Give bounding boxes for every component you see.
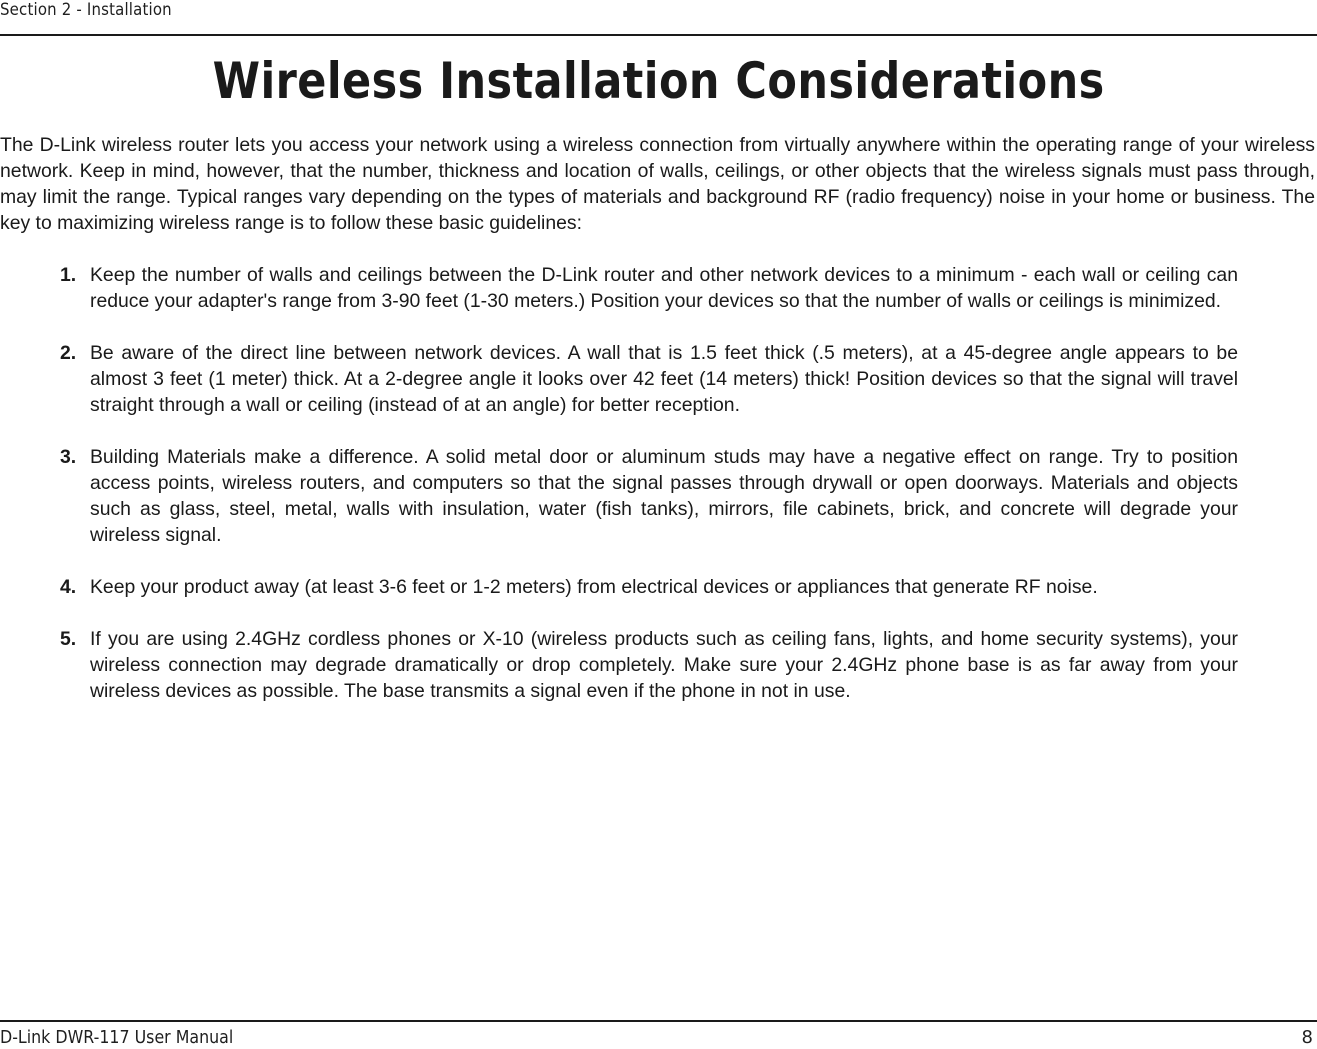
page-title-text: Wireless Installation Considerations	[212, 52, 1105, 110]
guideline-text: Be aware of the direct line between network devices. A wall that is 1.5 feet thick (.5 meters), at a 45-degree angle appears to be almost 3 feet (1 meter) thick. At a 2-degree angle it looks over 42 feet (14 meters) thick! Position devices so that the signal will travel straight through a wall or ceiling (instead of at an angle) for better reception.	[90, 342, 1238, 416]
guideline-number: 5.	[60, 628, 77, 650]
guideline-number: 1.	[60, 264, 77, 286]
section-header: Section 2 - Installation	[0, 0, 172, 20]
guideline-text: If you are using 2.4GHz cordless phones or X-10 (wireless products such as ceiling fans, lights, and home security systems), your wireless connection may degrade dramatically or drop completely. Make sure your 2.4GHz phone base is as far away from your wireless devices as possible. The base transmits a signal even if the phone in not in use.	[90, 628, 1238, 702]
guideline-number: 2.	[60, 342, 77, 364]
guideline-text: Keep the number of walls and ceilings between the D-Link router and other network devices to a minimum - each wall or ceiling can reduce your adapter's range from 3-90 feet (1-30 meters.) Position your devices so that the number of walls or ceilings is minimized.	[90, 264, 1238, 312]
intro-paragraph: The D-Link wireless router lets you access your network using a wireless connection from virtually anywhere within the operating range of your wireless network. Keep in mind, however, that the number, thickness and location of walls, ceilings, or other objects that the wireless signals must pass through, may limit the range. Typical ranges vary depending on the types of materials and background RF (radio frequency) noise in your home or business. The key to maximizing wireless range is to follow these basic guidelines:	[0, 134, 1315, 234]
guideline-item	[60, 444, 1238, 548]
guideline-item	[60, 262, 1238, 314]
header-divider	[0, 34, 1317, 36]
footer-manual-title: D-Link DWR-117 User Manual	[0, 1027, 234, 1048]
guideline-item	[60, 626, 1238, 704]
guideline-text: Keep your product away (at least 3-6 feet or 1-2 meters) from electrical devices or appliances that generate RF noise.	[90, 576, 1098, 598]
footer-divider	[0, 1020, 1317, 1022]
guideline-item	[60, 340, 1238, 418]
guideline-item	[60, 574, 1238, 600]
guidelines-list	[60, 262, 1238, 730]
guideline-number: 4.	[60, 576, 77, 598]
page-number: 8	[1301, 1027, 1313, 1048]
guideline-number: 3.	[60, 446, 77, 468]
guideline-text: Building Materials make a difference. A solid metal door or aluminum studs may have a negative effect on range. Try to position access points, wireless routers, and computers so that the signal passes through drywall or open doorways. Materials and objects such as glass, steel, metal, walls with insulation, water (fish tanks), mirrors, file cabinets, brick, and concrete will degrade your wireless signal.	[90, 446, 1238, 546]
page-title	[0, 52, 1317, 110]
